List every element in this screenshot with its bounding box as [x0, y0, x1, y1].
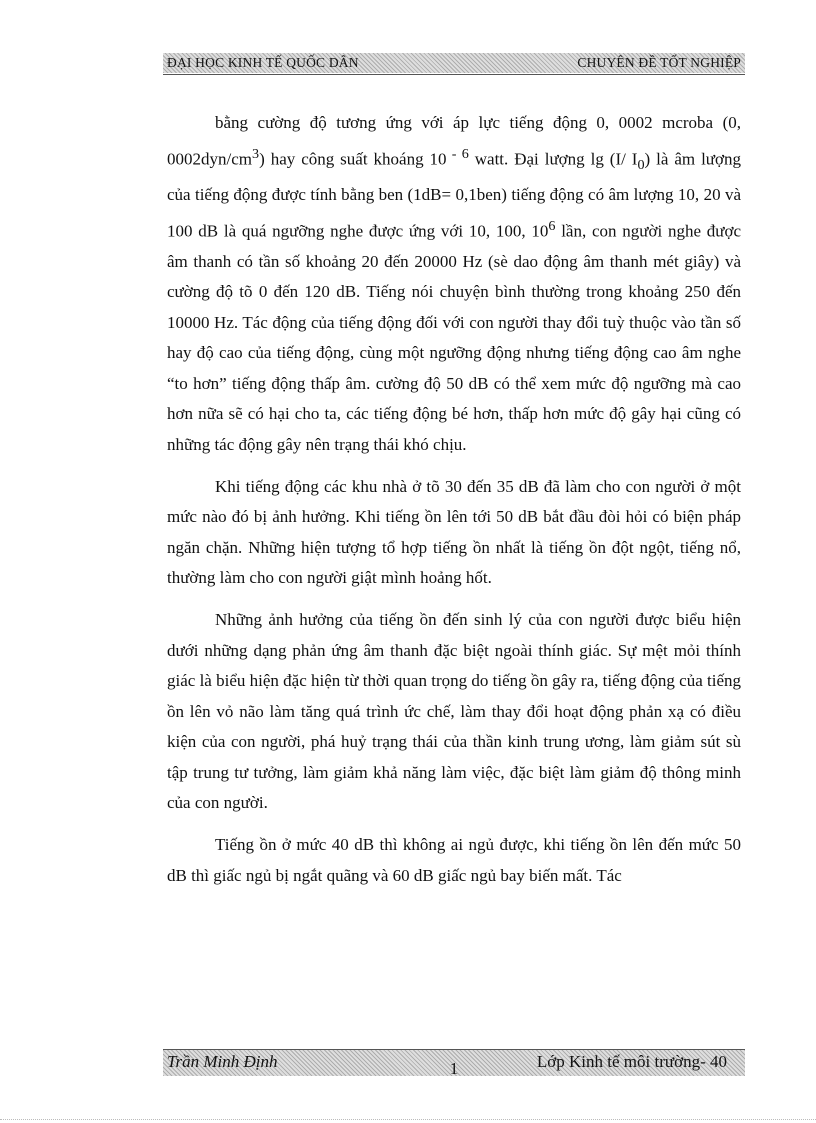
paragraph-4: Tiếng ồn ở mức 40 dB thì không ai ngủ được, khi tiếng ồn lên đến mức 50 dB thì giấc ngủ bị ngắt quãng và 60 dB giấc ngủ bay biến mất. Tác — [167, 835, 741, 885]
document-body — [167, 108, 741, 903]
paragraph-3: Những ảnh hưởng của tiếng ồn đến sinh lý của con người được biểu hiện dưới những dạng phản ứng âm thanh đặc biệt ngoài thính giác. Sự mệt mỏi thính giác là biểu hiện đặc hiện từ thời quan trọng do tiếng ồn gây ra, tiếng động của tiếng ồn lên vỏ não làm tăng quá trình ức chế, làm thay đổi hoạt động phản xạ có điều kiện của con người, phá huỷ trạng thái của thần kinh trung ương, làm giảm sút sù tập trung tư tưởng, làm giảm khả năng làm việc, đặc biệt làm giảm độ thông minh của con người. — [167, 610, 741, 813]
page-boundary — [0, 1119, 816, 1120]
paragraph-1: bằng cường độ tương ứng với áp lực tiếng động 0, 0002 mcroba (0, $0002dyn/cm^3$) hay công suất khoáng 10 $^{- 6}$ watt. Đại lượng lg (I/ $I_0$) là âm lượng của tiếng động được tính bằng ben (1dB= 0,1ben) tiếng động có âm lượng 10, 20 và 100 dB là quá ngưỡng nghe được ứng với 10, 100, $10^6$ lần, con người nghe được âm thanh có tần số khoảng 20 đến 20000 Hz (sè dao động âm thanh mét giây) và cường độ tõ 0 đến 120 dB. Tiếng nói chuyện bình thường trong khoảng 250 đến 10000 Hz. Tác động của tiếng động đối với con người thay đổi tuỳ thuộc vào tần số hay độ cao của tiếng động, cùng một ngưỡng động nhưng tiếng động cao âm nghe “to hơn” tiếng động thấp âm. cường độ 50 dB có thể xem mức độ ngưỡng mà cao hơn nữa sẽ có hại cho ta, các tiếng động bé hơn, thấp hơn mức độ gây hại cũng có những tác động gây nên trạng thái khó chịu. — [167, 113, 742, 454]
header-divider — [163, 74, 745, 75]
header-university: ĐẠI HỌC KINH TẾ QUỐC DÂN — [167, 55, 359, 70]
footer-author: Trần Minh Định — [167, 1052, 278, 1071]
header-document-type: CHUYÊN ĐỀ TỐT NGHIỆP — [577, 55, 741, 70]
footer-class: Lớp Kinh tế môi trường- 40 — [536, 1052, 727, 1071]
page-number: 1 — [449, 1059, 459, 1078]
paragraph-2: Khi tiếng động các khu nhà ở tõ 30 đến 35 dB đã làm cho con người ở một mức nào đó bị ảnh hưởng. Khi tiếng ồn lên tới 50 dB bắt đầu đòi hỏi có biện pháp ngăn chặn. Những hiện tượng tổ hợp tiếng ồn nhất là tiếng ồn đột ngột, tiếng nổ, thường làm cho con người giật mình hoảng hốt. — [167, 476, 741, 588]
page-footer — [163, 1050, 745, 1076]
page-header — [163, 53, 745, 73]
